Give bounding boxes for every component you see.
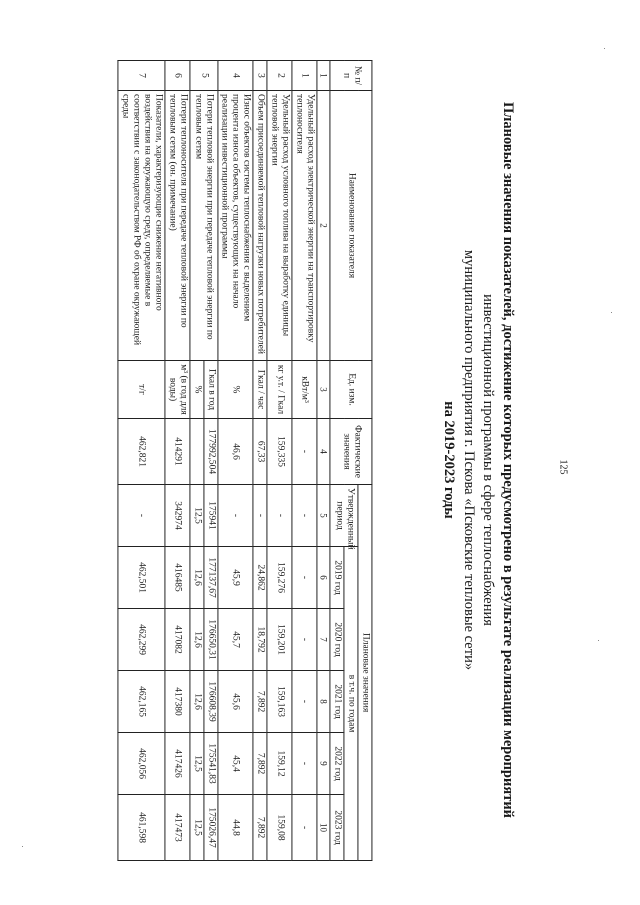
unit-secondary: % — [191, 361, 204, 418]
table-row — [165, 61, 190, 861]
column-index-row — [317, 61, 330, 861]
header-year-2021: 2021 год — [330, 671, 344, 733]
value-2020: 45,7 — [217, 609, 253, 671]
table-row — [253, 61, 267, 861]
actual-value — [190, 419, 218, 485]
value-2022: 159,12 — [267, 733, 292, 795]
approved-value: 342974 — [165, 485, 190, 547]
value-2020: 159,201 — [267, 609, 292, 671]
scan-speck — [611, 312, 612, 313]
value-2021: 45,6 — [217, 671, 253, 733]
approved-value: - — [267, 485, 292, 547]
value-2022-primary: 175541,83 — [205, 743, 216, 784]
indicator-name: Износ объектов системы теплоснабжения с выделением процента износа объектов, существующих на начало реализации инвестиционной программы — [217, 91, 253, 361]
header-year-2019: 2019 год — [330, 547, 344, 609]
unit-cell: % — [217, 361, 253, 419]
row-number: 5 — [190, 61, 218, 91]
column-index: 3 — [317, 361, 330, 419]
value-2022 — [190, 733, 218, 795]
indicator-name: Удельный расход условного топлива на выработку единицы тепловой энергии — [267, 91, 292, 361]
approved-value: - — [253, 485, 267, 547]
value-2019: 416485 — [165, 547, 190, 609]
value-2019: 159,276 — [267, 547, 292, 609]
page-number: 125 — [557, 459, 569, 475]
value-2020: - — [292, 609, 317, 671]
header-num: № п/п — [330, 61, 372, 91]
value-2022: 417426 — [165, 733, 190, 795]
value-2019: 45,9 — [217, 547, 253, 609]
unit-cell: кг у.т. / Гкал — [267, 361, 292, 419]
actual-value: 462,821 — [118, 419, 165, 485]
title-line-1: Плановые значения показателей, достижение которых предусмотрено в результате реализации мероприятий — [500, 101, 516, 819]
unit-primary: Гкал в год — [205, 368, 216, 411]
actual-value: 414291 — [165, 419, 190, 485]
header-planned-sub: в т.ч. по годам — [344, 547, 358, 861]
actual-value: 46,6 — [217, 419, 253, 485]
title-line-4: на 2019-2023 годы — [441, 401, 458, 519]
column-index: 7 — [317, 609, 330, 671]
value-2023 — [190, 795, 218, 861]
value-2019-primary: 177137,67 — [205, 557, 216, 598]
value-2021 — [190, 671, 218, 733]
value-2020-secondary: 12,6 — [191, 609, 204, 670]
header-planned: Плановые значения — [358, 485, 372, 861]
unit-cell: т/г — [118, 361, 165, 419]
row-number: 4 — [217, 61, 253, 91]
approved-primary: 175941 — [205, 501, 216, 530]
column-index: 5 — [317, 485, 330, 547]
header-unit: Ед. изм. — [330, 361, 372, 419]
value-2021-primary: 176608,39 — [205, 681, 216, 722]
row-number: 7 — [118, 61, 165, 91]
document-title — [439, 90, 517, 830]
value-2021: 7,892 — [253, 671, 267, 733]
value-2022: 7,892 — [253, 733, 267, 795]
value-2022-secondary: 12,5 — [191, 733, 204, 794]
row-number: 6 — [165, 61, 190, 91]
header-year-2022: 2022 год — [330, 733, 344, 795]
approved-value — [190, 485, 218, 547]
value-2022: 462,056 — [118, 733, 165, 795]
indicators-table-container — [118, 60, 373, 860]
value-2020 — [190, 609, 218, 671]
value-2021: 159,163 — [267, 671, 292, 733]
value-2020: 18,792 — [253, 609, 267, 671]
indicators-table — [118, 60, 373, 861]
header-approved: Утвержденный период — [330, 485, 358, 547]
unit-cell — [190, 361, 218, 419]
value-2023: 44,8 — [217, 795, 253, 861]
indicator-name: Показатели, характеризующие снижение негативного воздействия на окружающую среду, определяемые в соответствии с законодательством РФ об охране окружающей среды — [118, 91, 165, 361]
header-year-2023: 2023 год — [330, 795, 344, 861]
approved-value: - — [292, 485, 317, 547]
column-index: 9 — [317, 733, 330, 795]
row-number: 2 — [267, 61, 292, 91]
value-2021: 462,165 — [118, 671, 165, 733]
actual-value: 159,335 — [267, 419, 292, 485]
indicator-name: Объем присоединяемой тепловой нагрузки новых потребителей — [253, 91, 267, 361]
approved-secondary: 12,5 — [191, 485, 204, 546]
approved-value: - — [217, 485, 253, 547]
unit-cell: Гкал / час — [253, 361, 267, 419]
approved-value: - — [118, 485, 165, 547]
actual-secondary — [191, 419, 204, 484]
value-2019 — [190, 547, 218, 609]
indicator-name: Потери теплоносителя при передаче тепловой энергии по тепловым сетям (он. примечание) — [165, 91, 190, 361]
value-2019: 462,501 — [118, 547, 165, 609]
value-2021-secondary: 12,6 — [191, 671, 204, 732]
value-2023: 461,598 — [118, 795, 165, 861]
column-index: 1 — [317, 61, 330, 91]
value-2020-primary: 176650,31 — [205, 619, 216, 660]
table-row — [267, 61, 292, 861]
table-row — [292, 61, 317, 861]
title-line-3: муниципального предприятия г. Пскова «Псковские тепловые сети» — [461, 249, 477, 671]
column-index: 4 — [317, 419, 330, 485]
actual-primary: 177992,504 — [205, 428, 216, 475]
value-2023: 159,08 — [267, 795, 292, 861]
value-2023: 7,892 — [253, 795, 267, 861]
row-number: 3 — [253, 61, 267, 91]
value-2022: 45,4 — [217, 733, 253, 795]
column-index: 2 — [317, 91, 330, 361]
scan-speck — [22, 846, 23, 847]
header-year-2020: 2020 год — [330, 609, 344, 671]
value-2022: - — [292, 733, 317, 795]
column-index: 6 — [317, 547, 330, 609]
indicator-name: Потери тепловой энергии при передаче тепловой энергии по тепловым сетям — [190, 91, 218, 361]
value-2023-primary: 175026,47 — [205, 807, 216, 848]
table-row — [190, 61, 218, 861]
value-2023-secondary: 12,5 — [191, 795, 204, 860]
column-index: 10 — [317, 795, 330, 861]
unit-cell: кВт/м³ — [292, 361, 317, 419]
scan-speck — [604, 48, 605, 49]
actual-value: 67,33 — [253, 419, 267, 485]
header-actual: Фактические значения — [330, 419, 372, 485]
value-2019: - — [292, 547, 317, 609]
indicator-name: Удельный расход электрической энергии на транспортировку теплоносителя — [292, 91, 317, 361]
unit-cell: м³ (в год для воды) — [165, 361, 190, 419]
value-2021: 417380 — [165, 671, 190, 733]
value-2023: 417473 — [165, 795, 190, 861]
value-2023: - — [292, 795, 317, 861]
value-2019-secondary: 12,6 — [191, 547, 204, 608]
title-line-2: инвестиционной программы в сфере теплоснабжения — [480, 294, 497, 626]
scan-speck — [598, 640, 599, 641]
actual-value: - — [292, 419, 317, 485]
column-index: 8 — [317, 671, 330, 733]
header-name: Наименование показателя — [330, 91, 372, 361]
value-2020: 417082 — [165, 609, 190, 671]
table-row — [118, 61, 165, 861]
value-2020: 462,299 — [118, 609, 165, 671]
value-2019: 24,862 — [253, 547, 267, 609]
row-number: 1 — [292, 61, 317, 91]
value-2021: - — [292, 671, 317, 733]
table-row — [217, 61, 253, 861]
